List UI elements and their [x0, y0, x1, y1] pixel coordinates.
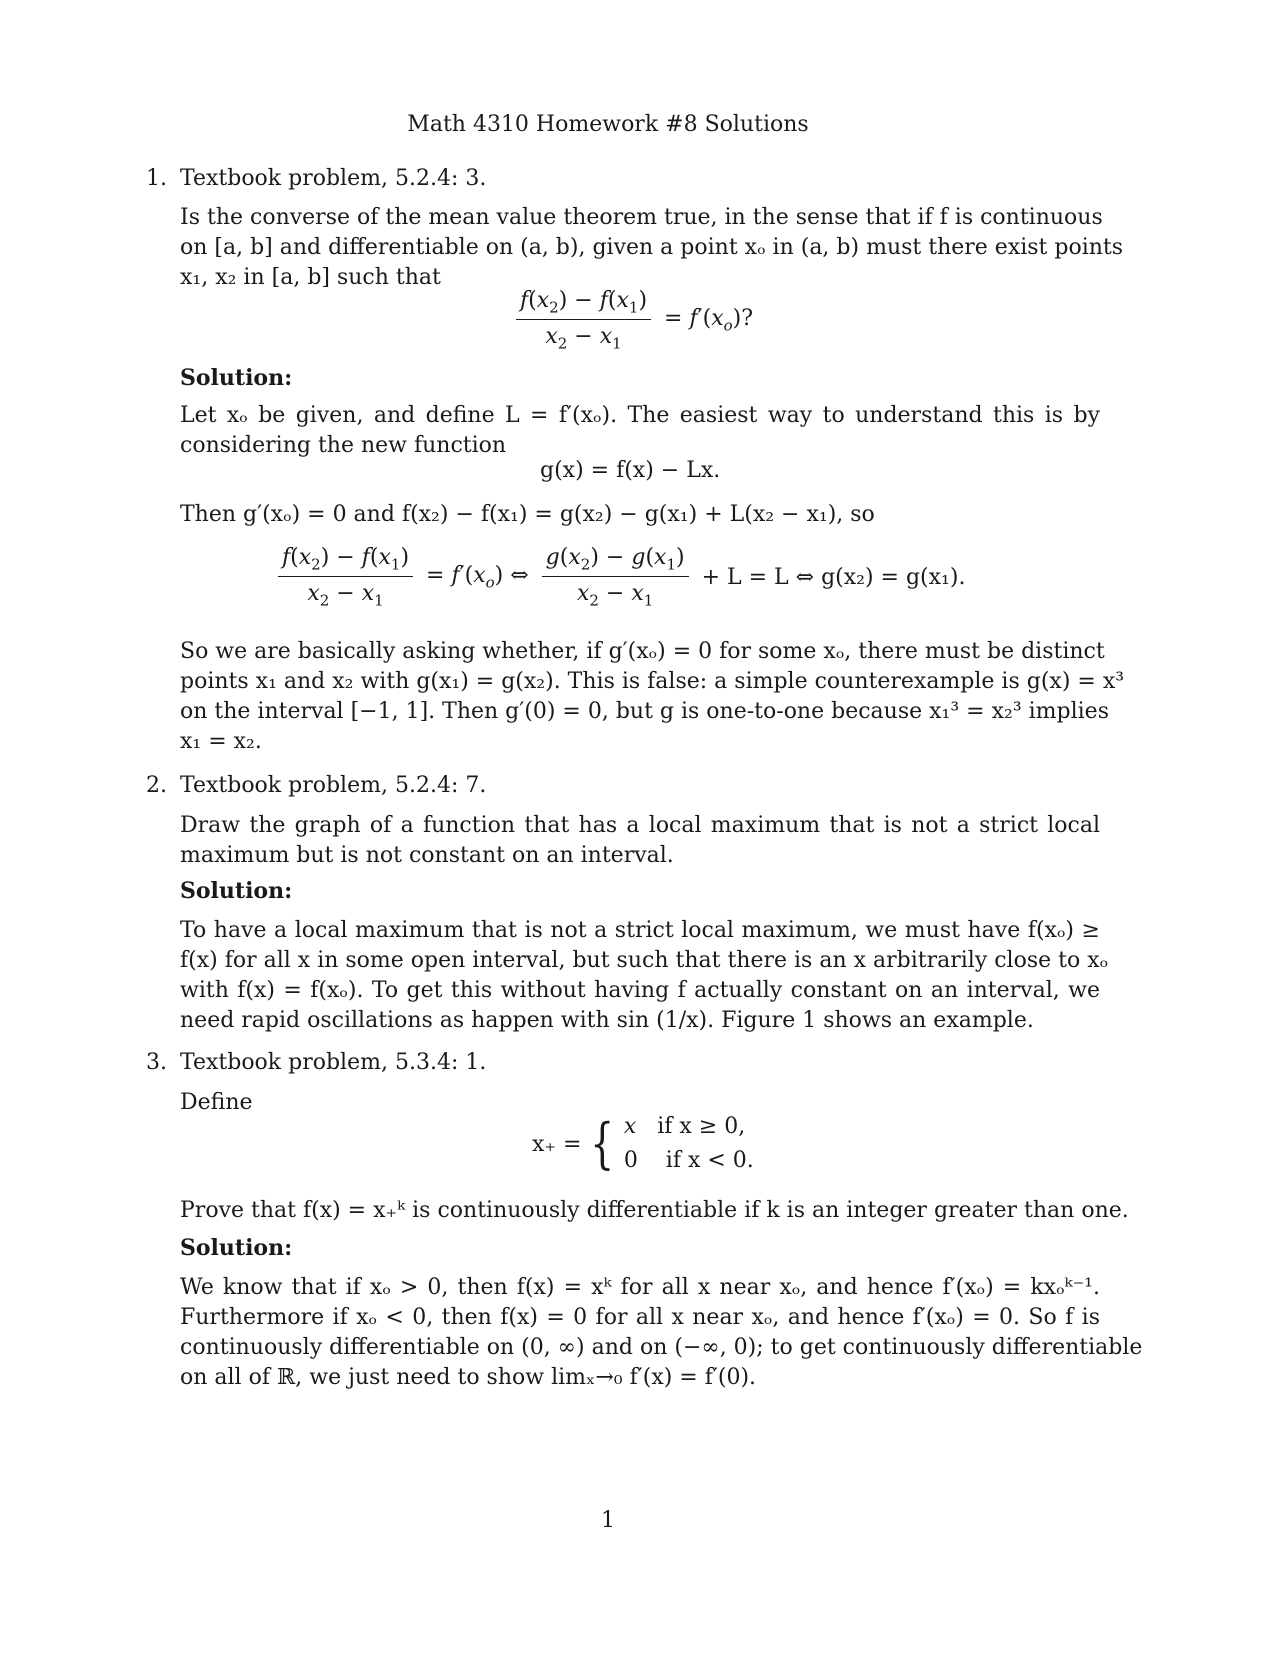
problem-title: Textbook problem, 5.2.4: 3. — [180, 166, 487, 191]
problem-3-solution — [180, 1273, 1143, 1393]
cases-block — [624, 1110, 754, 1178]
problem-2-statement — [180, 811, 1100, 871]
problem-number: 2. — [146, 773, 167, 798]
problem-1-then-line — [180, 500, 1100, 530]
text-line: on all of ℝ, we just need to show limₓ→₀ f′(x) = f′(0). — [180, 1365, 757, 1390]
text-line: on the interval [−1, 1]. Then g′(0) = 0, but g is one-to-one because x₁³ = x₂³ implies — [180, 699, 1109, 724]
fraction: $\frac{f(x_2) - f(x_1)}{x_2 - x_1}$ — [278, 545, 413, 610]
problem-1-heading — [146, 166, 486, 191]
equation-mvt-converse: $\frac{f(x_2) - f(x_1)}{x_2 - x_1}$ = $f'(x_o)$? — [510, 288, 753, 353]
text-line: considering the new function — [180, 433, 507, 458]
text-line: need rapid oscillations as happen with sin (1/x). Figure 1 shows an example. — [180, 1008, 1034, 1033]
text-line: continuously differentiable on (0, ∞) and on (−∞, 0); to get continuously differentiable — [180, 1335, 1143, 1360]
equation-tail: + L = L ⇔ g(x₂) = g(x₁). — [701, 564, 966, 590]
fraction: $\frac{g(x_2) - g(x_1)}{x_2 - x_1}$ — [542, 545, 689, 610]
page-title: Math 4310 Homework #8 Solutions — [407, 112, 809, 137]
solution-label: Solution: — [180, 1235, 293, 1261]
problem-number: 3. — [146, 1050, 167, 1075]
case-condition: if x < 0. — [665, 1148, 754, 1173]
text-line: points x₁ and x₂ with g(x₁) = g(x₂). This is false: a simple counterexample is g(x) = x³ — [180, 669, 1125, 694]
problem-title: Textbook problem, 5.2.4: 7. — [180, 773, 487, 798]
text-line: To have a local maximum that is not a strict local maximum, we must have f(xₒ) ≥ — [180, 918, 1100, 943]
text-line: Prove that f(x) = x₊ᵏ is continuously differentiable if k is an integer greater than one. — [180, 1198, 1129, 1223]
problem-title: Textbook problem, 5.3.4: 1. — [180, 1050, 487, 1075]
text-line: x₁, x₂ in [a, b] such that — [180, 265, 441, 290]
problem-1-statement — [180, 203, 1124, 293]
text-line: x₁ = x₂. — [180, 729, 262, 754]
problem-2-solution — [180, 916, 1109, 1036]
text-line: Is the converse of the mean value theorem true, in the sense that if f is continuous — [180, 205, 1103, 230]
fraction: $\frac{f(x_2) - f(x_1)}{x_2 - x_1}$ — [516, 288, 651, 353]
solution-label: Solution: — [180, 365, 293, 391]
text-line: We know that if xₒ > 0, then f(x) = xᵏ for all x near xₒ, and hence f′(xₒ) = kxₒᵏ⁻¹. — [180, 1275, 1100, 1300]
text-line: maximum but is not constant on an interval. — [180, 843, 674, 868]
problem-3-heading — [146, 1050, 486, 1075]
case-condition: if x ≥ 0, — [657, 1114, 746, 1139]
text-line: Define — [180, 1090, 253, 1115]
text-line: on [a, b] and differentiable on (a, b), given a point xₒ in (a, b) must there exist points — [180, 235, 1124, 260]
left-brace-icon: { — [590, 1112, 615, 1175]
case-value: 0 — [623, 1148, 638, 1173]
problem-number: 1. — [146, 166, 167, 191]
case-value: x — [623, 1114, 637, 1139]
text-line: Draw the graph of a function that has a local maximum that is not a strict local — [180, 813, 1100, 838]
text-line: Then g′(xₒ) = 0 and f(x₂) − f(x₁) = g(x₂) − g(x₁) + L(x₂ − x₁), so — [180, 502, 875, 527]
text-line: Let xₒ be given, and define L = f′(xₒ). The easiest way to understand this is by — [180, 403, 1100, 428]
problem-2-heading — [146, 773, 486, 798]
solution-label: Solution: — [180, 878, 293, 904]
cases-lhs: x₊ = — [532, 1131, 582, 1157]
text-line: So we are basically asking whether, if g′(xₒ) = 0 for some xₒ, there must be distinct — [180, 639, 1105, 664]
equation-g-definition: g(x) = f(x) − Lx. — [540, 458, 721, 483]
equation-x-plus-cases — [532, 1110, 754, 1178]
problem-3-prove — [180, 1196, 1129, 1226]
problem-1-solution-b — [180, 637, 1125, 757]
text-line: with f(x) = f(xₒ). To get this without having f actually constant on an interval, we — [180, 978, 1100, 1003]
problem-1-solution-a — [180, 401, 1100, 461]
page-number: 1 — [601, 1508, 615, 1533]
text-line: f(x) for all x in some open interval, but such that there is an x arbitrarily close to xₒ — [180, 948, 1109, 973]
equation-iff-chain: $\frac{f(x_2) - f(x_1)}{x_2 - x_1}$ = $f'(x_o)$ ⇔ $\frac{g(x_2) - g(x_1)}{x_2 - x_1}$ + L = L ⇔ g(x₂) = g(x₁). — [272, 545, 965, 610]
text-line: Furthermore if xₒ < 0, then f(x) = 0 for all x near xₒ, and hence f′(xₒ) = 0. So f is — [180, 1305, 1100, 1330]
